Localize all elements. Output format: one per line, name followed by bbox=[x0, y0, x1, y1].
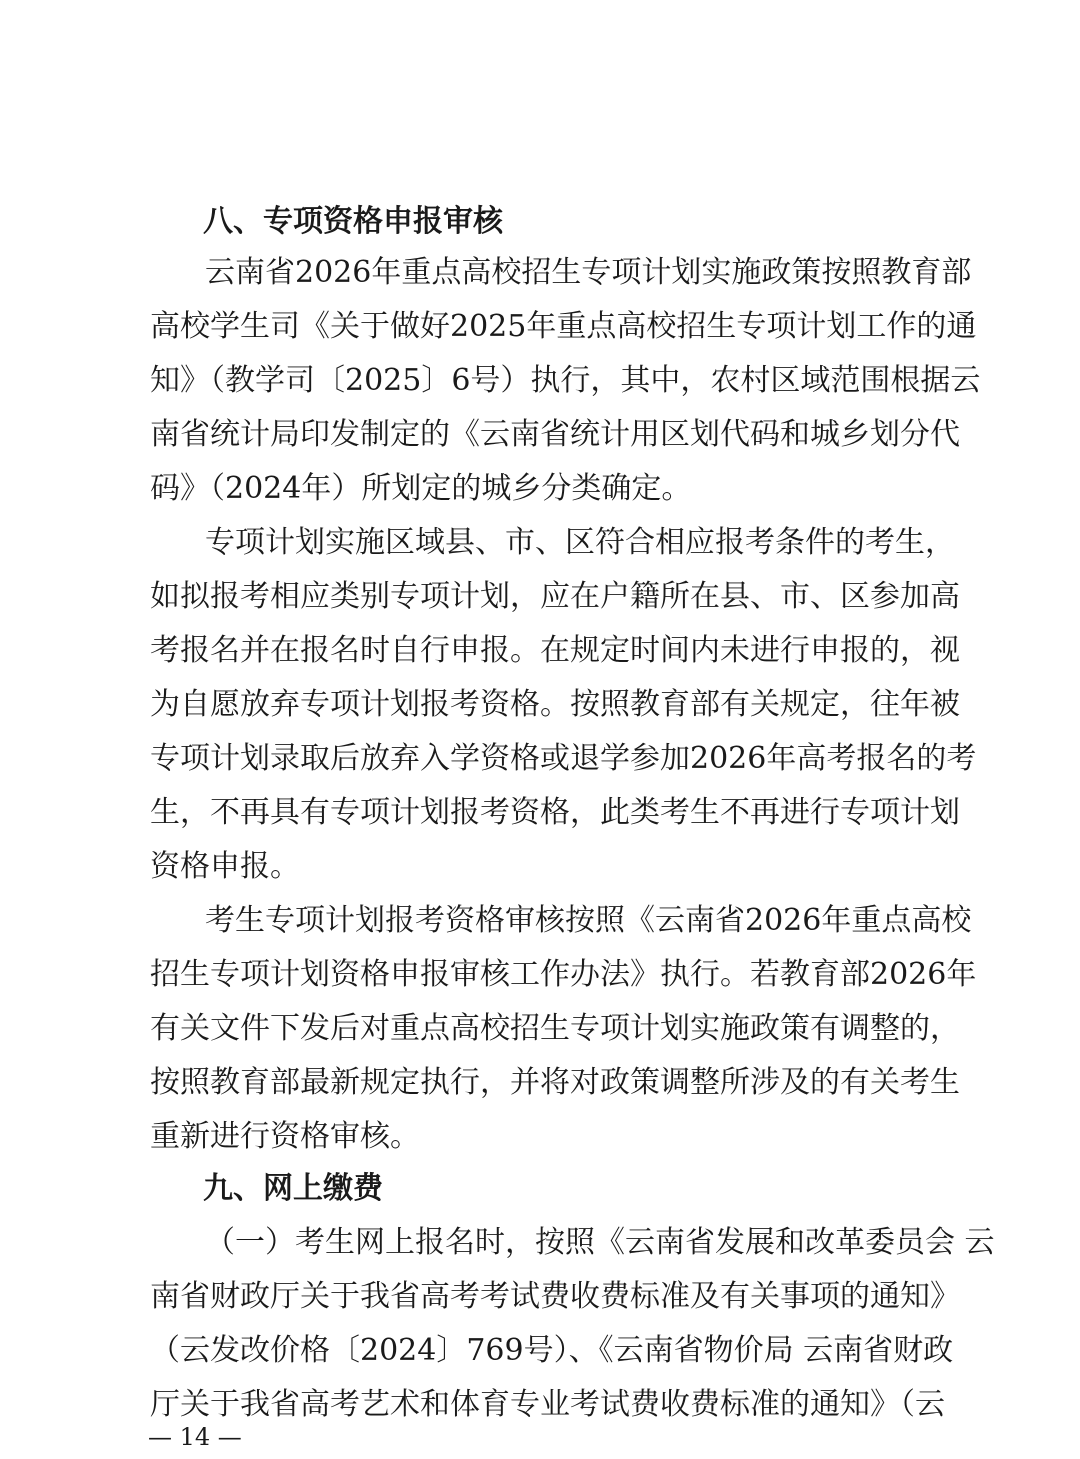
paragraph-line: 考报名并在报名时自行申报。在规定时间内未进行申报的，视 bbox=[150, 633, 960, 668]
paragraph-line: 按照教育部最新规定执行，并将对政策调整所涉及的有关考生 bbox=[150, 1065, 960, 1100]
paragraph-line: 招生专项计划资格申报审核工作办法》执行。若教育部2026年 bbox=[150, 957, 977, 992]
paragraph-line: 专项计划录取后放弃入学资格或退学参加2026年高考报名的考 bbox=[150, 741, 977, 776]
paragraph-line: 南省财政厅关于我省高考考试费收费标准及有关事项的通知》 bbox=[150, 1279, 960, 1314]
paragraph-line: 南省统计局印发制定的《云南省统计用区划代码和城乡划分代 bbox=[150, 417, 960, 452]
section-8-heading: 八、专项资格申报审核 bbox=[203, 204, 503, 239]
paragraph-line: 码》（2024年）所划定的城乡分类确定。 bbox=[150, 471, 692, 506]
paragraph-line: 如拟报考相应类别专项计划，应在户籍所在县、市、区参加高 bbox=[150, 579, 960, 614]
paragraph-line: 专项计划实施区域县、市、区符合相应报考条件的考生， bbox=[205, 525, 955, 560]
paragraph-line: 高校学生司《关于做好2025年重点高校招生专项计划工作的通 bbox=[150, 309, 977, 344]
paragraph-line: （云发改价格〔2024〕769号）、《云南省物价局 云南省财政 bbox=[150, 1333, 954, 1368]
page-number: — 14 — bbox=[148, 1423, 242, 1451]
paragraph-line: 知》（教学司〔2025〕6号）执行，其中，农村区域范围根据云 bbox=[150, 363, 981, 398]
paragraph-line: 为自愿放弃专项计划报考资格。按照教育部有关规定，往年被 bbox=[150, 687, 960, 722]
section-9-heading: 九、网上缴费 bbox=[203, 1171, 383, 1206]
paragraph-line: （一）考生网上报名时，按照《云南省发展和改革委员会 云 bbox=[205, 1225, 995, 1260]
paragraph-line: 厅关于我省高考艺术和体育专业考试费收费标准的通知》（云 bbox=[150, 1387, 945, 1422]
paragraph-line: 生，不再具有专项计划报考资格，此类考生不再进行专项计划 bbox=[150, 795, 960, 830]
paragraph-line: 考生专项计划报考资格审核按照《云南省2026年重点高校 bbox=[205, 903, 972, 938]
paragraph-line: 重新进行资格审核。 bbox=[150, 1119, 420, 1154]
paragraph-line: 有关文件下发后对重点高校招生专项计划实施政策有调整的， bbox=[150, 1011, 960, 1046]
paragraph-line: 云南省2026年重点高校招生专项计划实施政策按照教育部 bbox=[205, 255, 972, 290]
paragraph-line: 资格申报。 bbox=[150, 849, 300, 884]
